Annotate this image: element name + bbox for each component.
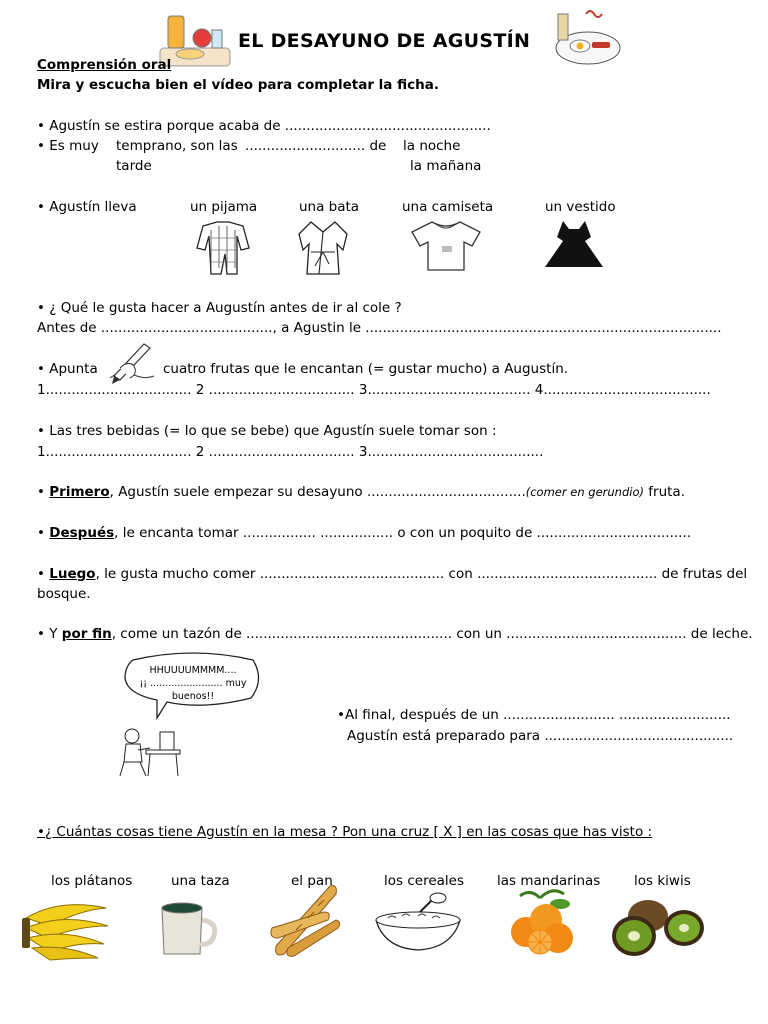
question-5-line2: 1.................................. 2 .................................. 3...................................... 4.......................................: [37, 382, 711, 398]
question-9-line2: bosque.: [37, 586, 91, 602]
keyword-luego: Luego: [49, 566, 96, 582]
item-label-cereal: los cereales: [384, 873, 464, 889]
question-12: •¿ Cuántas cosas tiene Agustín en la mesa ? Pon una cruz [ X ] en las cosas que has visto :: [37, 824, 653, 840]
instruction-text: Mira y escucha bien el vídeo para completar la ficha.: [37, 77, 439, 93]
question-6-line1: • Las tres bebidas (= lo que se bebe) que Agustín suele tomar son :: [37, 423, 497, 439]
question-1: • Agustín se estira porque acaba de ................................................: [37, 118, 491, 134]
question-3-label: • Agustín lleva: [37, 199, 137, 215]
item-label-kiwis: los kiwis: [634, 873, 691, 889]
question-2-option-morning: la mañana: [410, 158, 482, 174]
clothing-label-robe: una bata: [299, 199, 360, 215]
bubble-line-3: buenos!!: [171, 691, 215, 702]
bullet: •: [37, 484, 50, 500]
question-8: [37, 525, 691, 541]
item-label-mandarins: las mandarinas: [497, 873, 601, 889]
question-10: [37, 626, 753, 642]
bullet: •: [37, 525, 50, 541]
item-label-bread: el pan: [291, 873, 333, 889]
question-11-line2: Agustín está preparado para ............................................: [347, 728, 734, 744]
question-7-note: (comer en gerundio): [525, 485, 644, 499]
bubble-line-1: HHUUUUMMMM....: [149, 665, 237, 676]
question-9: [37, 566, 747, 582]
question-2-start: • Es muy: [37, 138, 99, 154]
question-7-end: fruta.: [643, 484, 685, 500]
question-5-rest: cuatro frutas que le encantan (= gustar mucho) a Augustín.: [163, 361, 569, 377]
question-7-text: , Agustín suele empezar su desayuno .....................................: [109, 484, 526, 500]
clothing-label-dress: un vestido: [545, 199, 616, 215]
question-2-option-night: la noche: [403, 138, 461, 154]
question-5-start: • Apunta: [37, 361, 98, 377]
question-2-option-late: tarde: [116, 158, 152, 174]
question-6-line2: 1.................................. 2 .................................. 3.........................................: [37, 444, 544, 460]
keyword-primero: Primero: [49, 484, 110, 500]
clothing-label-tshirt: una camiseta: [402, 199, 494, 215]
item-label-bananas: los plátanos: [51, 873, 133, 889]
question-2-blank: ............................ de: [245, 138, 387, 154]
clothing-label-pajama: un pijama: [190, 199, 258, 215]
bullet: • Y: [37, 626, 62, 642]
section-subtitle: Comprensión oral: [37, 57, 172, 73]
question-8-text: , le encanta tomar ................. ................. o con un poquito de ....................................: [114, 525, 692, 541]
question-11-line1: •Al final, después de un .......................... ..........................: [337, 707, 731, 723]
question-2-option-early: temprano, son las: [116, 138, 238, 154]
bubble-line-2: ¡¡ ........................ muy: [139, 678, 247, 689]
speech-bubble-text: [138, 664, 248, 703]
question-10-text: , come un tazón de ................................................ con un .......................................... de leche.: [111, 626, 753, 642]
question-4-line1: • ¿ Qué le gusta hacer a Augustín antes de ir al cole ?: [37, 300, 402, 316]
keyword-por-fin: por fin: [61, 626, 112, 642]
question-4-line2: Antes de ........................................, a Agustin le ...................................................................................: [37, 320, 722, 336]
question-9-text: , le gusta mucho comer ........................................... con .......................................... de frutas del: [95, 566, 748, 582]
page-title: EL DESAYUNO DE AGUSTÍN: [238, 30, 531, 52]
keyword-despues: Después: [49, 525, 115, 541]
bullet: •: [37, 566, 50, 582]
item-label-cup: una taza: [171, 873, 230, 889]
question-7: [37, 484, 685, 500]
